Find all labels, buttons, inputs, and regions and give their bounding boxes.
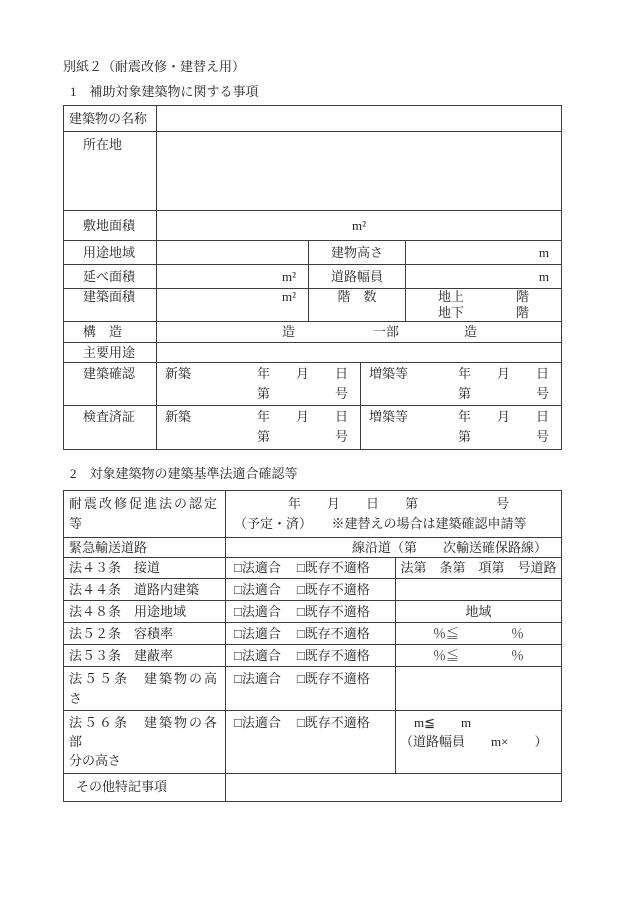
certification-value-cell xyxy=(226,491,561,537)
floor-area-label-cell xyxy=(64,265,157,288)
inspection-label: 検査済証 xyxy=(83,409,136,424)
floor-count-value-cell xyxy=(406,289,561,321)
building-height-label-cell xyxy=(309,241,406,264)
main-use-label: 主要用途 xyxy=(83,345,136,360)
article56-road-width-blank: （道路幅員 m× ） xyxy=(400,734,548,749)
row-zoning-height xyxy=(64,241,561,265)
building-height-label: 建物高さ xyxy=(330,245,383,260)
article44-value-cell xyxy=(396,579,561,600)
row-structure xyxy=(64,322,561,343)
ratio-blank: ％≦ ％ xyxy=(432,626,524,641)
checkbox-law-conforming: □法適合 xyxy=(234,582,281,597)
article44-label-cell xyxy=(64,579,226,600)
ratio-blank: ％≦ ％ xyxy=(432,648,524,663)
row-article-48-use-district xyxy=(64,601,561,623)
floor-area-unit: m² xyxy=(281,269,296,284)
article48-checkbox-cell xyxy=(226,601,396,622)
site-area-label-cell xyxy=(64,211,157,240)
article44-checkbox-cell xyxy=(226,579,396,600)
article52-value-cell xyxy=(396,623,561,644)
new-construction-label: 新築 xyxy=(165,409,192,424)
checkbox-law-conforming: □法適合 xyxy=(234,560,281,575)
row-building-area-floors xyxy=(64,289,561,322)
article52-label-cell xyxy=(64,623,226,644)
article53-value-cell xyxy=(396,645,561,666)
checkbox-law-conforming: □法適合 xyxy=(234,648,281,663)
building-height-value-cell xyxy=(406,241,561,264)
article48-label-cell xyxy=(64,601,226,622)
date-blank: 年 月 日 xyxy=(256,366,348,381)
article48-district-blank: 地域 xyxy=(465,604,492,619)
location-label-cell xyxy=(64,132,157,210)
site-area-unit: m² xyxy=(351,218,366,233)
road-width-value-cell xyxy=(406,265,561,288)
building-area-label: 建築面積 xyxy=(83,289,136,304)
other-notes-value-cell xyxy=(226,774,561,801)
article53-label: 法５３条 建蔽率 xyxy=(69,648,174,663)
checkbox-law-conforming: □法適合 xyxy=(234,715,281,730)
extension-label: 増築等 xyxy=(369,409,409,424)
checkbox-existing-nonconforming: □既存不適格 xyxy=(296,582,370,597)
row-other-notes xyxy=(64,774,561,801)
site-area-label: 敷地面積 xyxy=(83,218,136,233)
main-use-label-cell xyxy=(64,343,157,362)
article56-label-line3: 分の高さ xyxy=(69,753,122,768)
number-blank: 第 号 xyxy=(256,429,348,444)
structure-label-cell xyxy=(64,322,157,342)
floor-area-label: 延べ面積 xyxy=(83,269,136,284)
row-seismic-act-certification xyxy=(64,491,561,538)
checkbox-law-conforming: □法適合 xyxy=(234,604,281,619)
article43-label: 法４３条 接道 xyxy=(69,560,161,575)
row-article-52-floor-area-ratio xyxy=(64,623,561,645)
checkbox-law-conforming: □法適合 xyxy=(234,671,281,686)
checkbox-existing-nonconforming: □既存不適格 xyxy=(296,560,370,575)
section2-heading: 2 対象建築物の建築基準法適合確認等 xyxy=(70,466,298,481)
article56-label-cell xyxy=(64,711,226,773)
row-article-53-coverage-ratio xyxy=(64,645,561,667)
site-area-value-cell xyxy=(157,211,561,240)
article55-value-cell xyxy=(396,667,561,710)
certification-label-line2: 等 xyxy=(69,516,83,531)
article53-label-cell xyxy=(64,645,226,666)
building-area-label-cell xyxy=(64,289,157,321)
article43-checkbox-cell xyxy=(226,558,396,578)
date-blank: 年 月 日 xyxy=(457,409,549,424)
page-title: 別紙２（耐震改修・建替え用） xyxy=(63,59,246,74)
article55-label-line1: 法５５条 建築物の高 xyxy=(69,671,220,686)
other-notes-label: その他特記事項 xyxy=(76,779,168,794)
certification-label-cell xyxy=(64,491,226,537)
emergency-road-label: 緊急輸送道路 xyxy=(69,540,148,555)
row-building-confirmation xyxy=(64,363,561,406)
building-info-table xyxy=(63,105,562,450)
floors-below-blank: 地下 階 xyxy=(437,305,529,320)
certification-label-line1: 耐震改修促進法の認定 xyxy=(69,496,220,511)
main-use-value-cell xyxy=(157,343,561,362)
row-location xyxy=(64,132,561,211)
checkbox-existing-nonconforming: □既存不適格 xyxy=(296,715,370,730)
building-name-label-cell xyxy=(64,106,157,131)
inspection-new-cell xyxy=(157,406,361,449)
certification-status-note: （予定・済） ※建替えの場合は建築確認申請等 xyxy=(234,516,527,531)
article48-label: 法４８条 用途地域 xyxy=(69,604,187,619)
road-width-unit: m xyxy=(538,269,549,284)
article56-value-cell xyxy=(396,711,561,773)
location-value-cell xyxy=(157,132,561,210)
row-article-44-building-in-road xyxy=(64,579,561,601)
article44-label: 法４４条 道路内建築 xyxy=(69,582,200,597)
structure-label: 構 造 xyxy=(83,324,123,339)
row-article-55-building-height xyxy=(64,667,561,711)
row-floor-area-road-width xyxy=(64,265,561,289)
row-site-area xyxy=(64,211,561,241)
zoning-label: 用途地域 xyxy=(83,245,136,260)
article56-label-line1: 法５６条 建築物の各 xyxy=(69,715,220,730)
article53-checkbox-cell xyxy=(226,645,396,666)
row-main-use xyxy=(64,343,561,363)
article56-label-line2: 部 xyxy=(69,734,83,749)
article55-label-cell xyxy=(64,667,226,710)
building-area-value-cell xyxy=(157,289,309,321)
number-blank: 第 号 xyxy=(256,386,348,401)
article52-checkbox-cell xyxy=(226,623,396,644)
inspection-extension-cell xyxy=(361,406,561,449)
article56-checkbox-cell xyxy=(226,711,396,773)
number-blank: 第 号 xyxy=(457,429,549,444)
code-compliance-table xyxy=(63,490,562,802)
road-width-label: 道路幅員 xyxy=(330,269,383,284)
zoning-label-cell xyxy=(64,241,157,264)
row-inspection-certificate xyxy=(64,406,561,449)
building-name-value-cell xyxy=(157,106,561,131)
inspection-label-cell xyxy=(64,406,157,449)
date-blank: 年 月 日 xyxy=(256,409,348,424)
number-blank: 第 号 xyxy=(457,386,549,401)
checkbox-existing-nonconforming: □既存不適格 xyxy=(296,648,370,663)
date-blank: 年 月 日 xyxy=(457,366,549,381)
article55-checkbox-cell xyxy=(226,667,396,710)
checkbox-existing-nonconforming: □既存不適格 xyxy=(296,626,370,641)
confirmation-extension-cell xyxy=(361,363,561,405)
floor-area-value-cell xyxy=(157,265,309,288)
confirmation-label-cell xyxy=(64,363,157,405)
checkbox-existing-nonconforming: □既存不適格 xyxy=(296,604,370,619)
location-label: 所在地 xyxy=(83,137,123,152)
checkbox-law-conforming: □法適合 xyxy=(234,626,281,641)
row-building-name xyxy=(64,106,561,132)
building-area-unit: m² xyxy=(281,289,296,304)
certification-date-blank: 年 月 日 第 号 xyxy=(288,496,510,511)
floor-count-label-cell xyxy=(309,289,406,321)
building-name-label: 建築物の名称 xyxy=(69,111,148,126)
article43-value-cell xyxy=(396,558,561,578)
article56-height-blank: m≦ m xyxy=(414,715,472,730)
zoning-value-cell xyxy=(157,241,309,264)
article55-label-line2: さ xyxy=(69,691,83,706)
structure-value-cell xyxy=(157,322,561,342)
other-notes-label-cell xyxy=(64,774,226,801)
floor-count-label: 階 数 xyxy=(337,289,377,304)
emergency-road-value-blank: 線沿道（第 次輸送確保路線） xyxy=(351,540,547,555)
building-height-unit: m xyxy=(538,245,549,260)
road-width-label-cell xyxy=(309,265,406,288)
confirmation-label: 建築確認 xyxy=(83,366,136,381)
floors-above-blank: 地上 階 xyxy=(437,289,529,304)
row-article-56-parts-height xyxy=(64,711,561,774)
checkbox-existing-nonconforming: □既存不適格 xyxy=(296,671,370,686)
emergency-road-value-cell xyxy=(226,538,561,557)
section1-heading: 1 補助対象建築物に関する事項 xyxy=(70,84,259,99)
new-construction-label: 新築 xyxy=(165,366,192,381)
row-emergency-transport-road xyxy=(64,538,561,558)
article43-label-cell xyxy=(64,558,226,578)
article52-label: 法５２条 容積率 xyxy=(69,626,174,641)
extension-label: 増築等 xyxy=(369,366,409,381)
confirmation-new-cell xyxy=(157,363,361,405)
article48-value-cell xyxy=(396,601,561,622)
row-article-43-road-access xyxy=(64,558,561,579)
emergency-road-label-cell xyxy=(64,538,226,557)
structure-value-blank: 造 一部 造 xyxy=(282,324,478,339)
article43-road-blank: 法第 条第 項第 号道路 xyxy=(400,560,557,575)
